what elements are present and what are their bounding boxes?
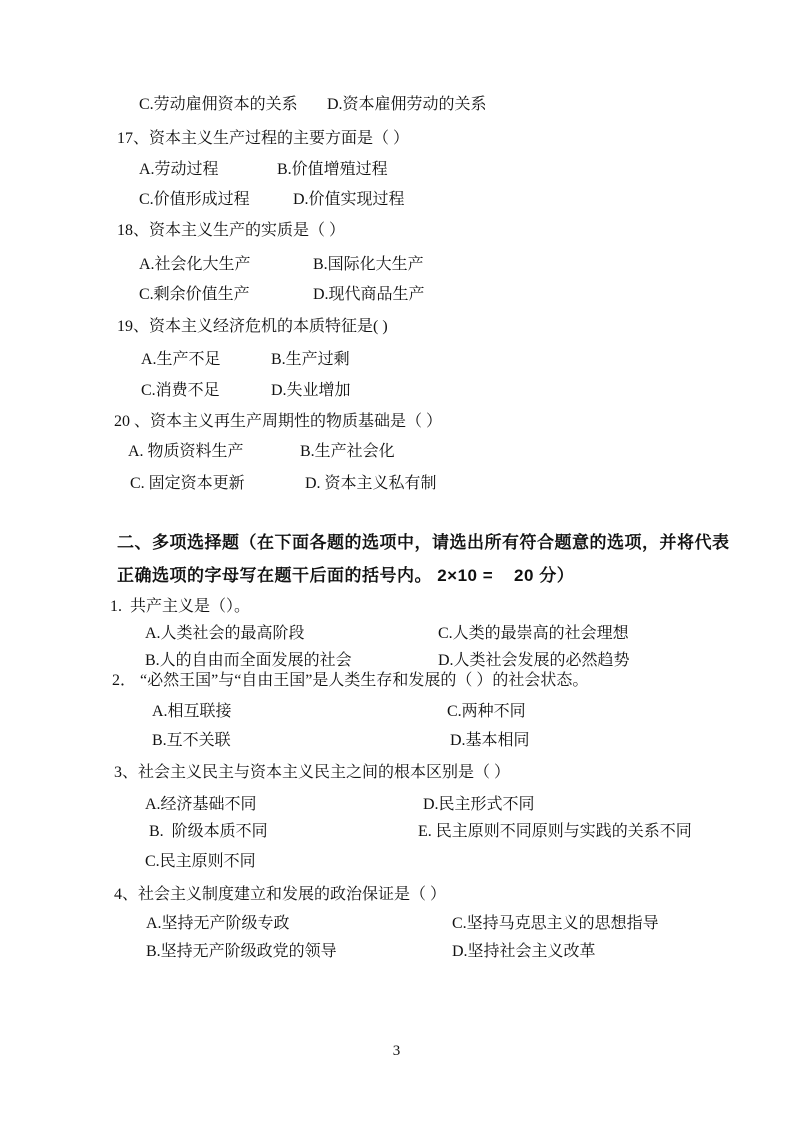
section2-header-line2 — [0, 564, 793, 586]
q18-option-a: A.社会化大生产 — [139, 256, 251, 273]
q19-option-c: C.消费不足 — [141, 382, 220, 399]
s2-q3-option-c-line — [0, 851, 793, 873]
q20-title: 20 、资本主义再生产周期性的物质基础是（ ） — [114, 413, 443, 430]
s2-q4-option-b: B.坚持无产阶级政党的领导 — [146, 943, 337, 960]
s2-q1-option-d: D.人类社会发展的必然趋势 — [438, 652, 630, 669]
q18-option-d: D.现代商品生产 — [313, 286, 425, 303]
s2-q4-options-bd-line — [0, 941, 793, 963]
s2-q2-option-a: A.相互联接 — [152, 703, 232, 720]
s2-q4-title: 4、社会主义制度建立和发展的政治保证是（ ） — [114, 886, 447, 903]
s2-q4-options-ac-line — [0, 913, 793, 935]
s2-q2-options-ac-line — [0, 701, 793, 723]
s2-q3-option-c: C.民主原则不同 — [145, 853, 256, 870]
s2-q1-options-bd-line — [0, 650, 793, 672]
s2-q2-option-c: C.两种不同 — [447, 703, 526, 720]
q17-title: 17、资本主义生产过程的主要方面是（ ） — [117, 130, 410, 147]
q19-option-b: B.生产过剩 — [271, 351, 350, 368]
s2-q3-option-e: E. 民主原则不同原则与实践的关系不同 — [418, 823, 692, 840]
q20-title-line — [0, 411, 793, 433]
q18-options-ab-line — [0, 254, 793, 276]
q18-title: 18、资本主义生产的实质是（ ） — [117, 222, 346, 239]
q19-options-ab-line — [0, 349, 793, 371]
s2-q1-title: 1. 共产主义是（）。 — [110, 598, 251, 615]
q17-options-ab-line — [0, 159, 793, 181]
q18-options-cd-line — [0, 284, 793, 306]
s2-q3-option-b: B. 阶级本质不同 — [149, 823, 268, 840]
q20-options-cd-line — [0, 473, 793, 495]
q19-title-line — [0, 316, 793, 338]
s2-q4-option-c: C.坚持马克思主义的思想指导 — [452, 915, 659, 932]
q20-option-b: B.生产社会化 — [300, 443, 395, 460]
q17-option-a: A.劳动过程 — [139, 161, 219, 178]
s2-q3-options-be-line — [0, 821, 793, 843]
q19-option-a: A.生产不足 — [141, 351, 221, 368]
s2-q3-title: 3、社会主义民主与资本主义民主之间的根本区别是（ ） — [114, 764, 511, 781]
s2-q2-option-d: D.基本相同 — [450, 732, 530, 749]
q19-title: 19、资本主义经济危机的本质特征是( ) — [117, 318, 388, 335]
s2-q2-options-bd-line — [0, 730, 793, 752]
section2-header-text2: 正确选项的字母写在题干后面的括号内。 2×10 = 20 分） — [117, 566, 575, 585]
q20-option-d: D. 资本主义私有制 — [305, 475, 437, 492]
page-number: 3 — [392, 1043, 401, 1059]
q17-option-b: B.价值增殖过程 — [277, 161, 388, 178]
q18-option-b: B.国际化大生产 — [313, 256, 424, 273]
section2-header-text1: 二、多项选择题（在下面各题的选项中，请选出所有符合题意的选项，并将代表 — [117, 533, 730, 552]
q20-option-a: A. 物质资料生产 — [128, 443, 244, 460]
q18-title-line — [0, 220, 793, 242]
s2-q2-title: 2． “必然王国”与“自由王国”是人类生存和发展的（ ）的社会状态。 — [112, 672, 589, 689]
q20-options-ab-line — [0, 441, 793, 463]
s2-q1-option-a: A.人类社会的最高阶段 — [145, 625, 305, 642]
s2-q3-option-a: A.经济基础不同 — [145, 796, 257, 813]
s2-q3-option-d: D.民主形式不同 — [423, 796, 535, 813]
q16-option-c: C.劳动雇佣资本的关系 — [139, 96, 298, 113]
s2-q1-option-c: C.人类的最崇高的社会理想 — [438, 625, 629, 642]
q19-options-cd-line — [0, 380, 793, 402]
q17-option-d: D.价值实现过程 — [293, 191, 405, 208]
s2-q1-options-ac-line — [0, 623, 793, 645]
s2-q2-title-line — [0, 670, 793, 692]
section2-header-line1 — [0, 531, 793, 553]
q20-option-c: C. 固定资本更新 — [130, 475, 245, 492]
q16-options-cd-line — [0, 94, 793, 116]
s2-q4-option-a: A.坚持无产阶级专政 — [146, 915, 290, 932]
s2-q4-option-d: D.坚持社会主义改革 — [452, 943, 596, 960]
s2-q3-options-ad-line — [0, 794, 793, 816]
s2-q1-option-b: B.人的自由而全面发展的社会 — [145, 652, 352, 669]
q17-options-cd-line — [0, 189, 793, 211]
s2-q4-title-line — [0, 884, 793, 906]
s2-q1-title-line — [0, 596, 793, 618]
q16-option-d: D.资本雇佣劳动的关系 — [327, 96, 487, 113]
s2-q3-title-line — [0, 762, 793, 784]
s2-q2-option-b: B.互不关联 — [152, 732, 231, 749]
q17-option-c: C.价值形成过程 — [139, 191, 250, 208]
q19-option-d: D.失业增加 — [271, 382, 351, 399]
q18-option-c: C.剩余价值生产 — [139, 286, 250, 303]
q17-title-line — [0, 128, 793, 150]
